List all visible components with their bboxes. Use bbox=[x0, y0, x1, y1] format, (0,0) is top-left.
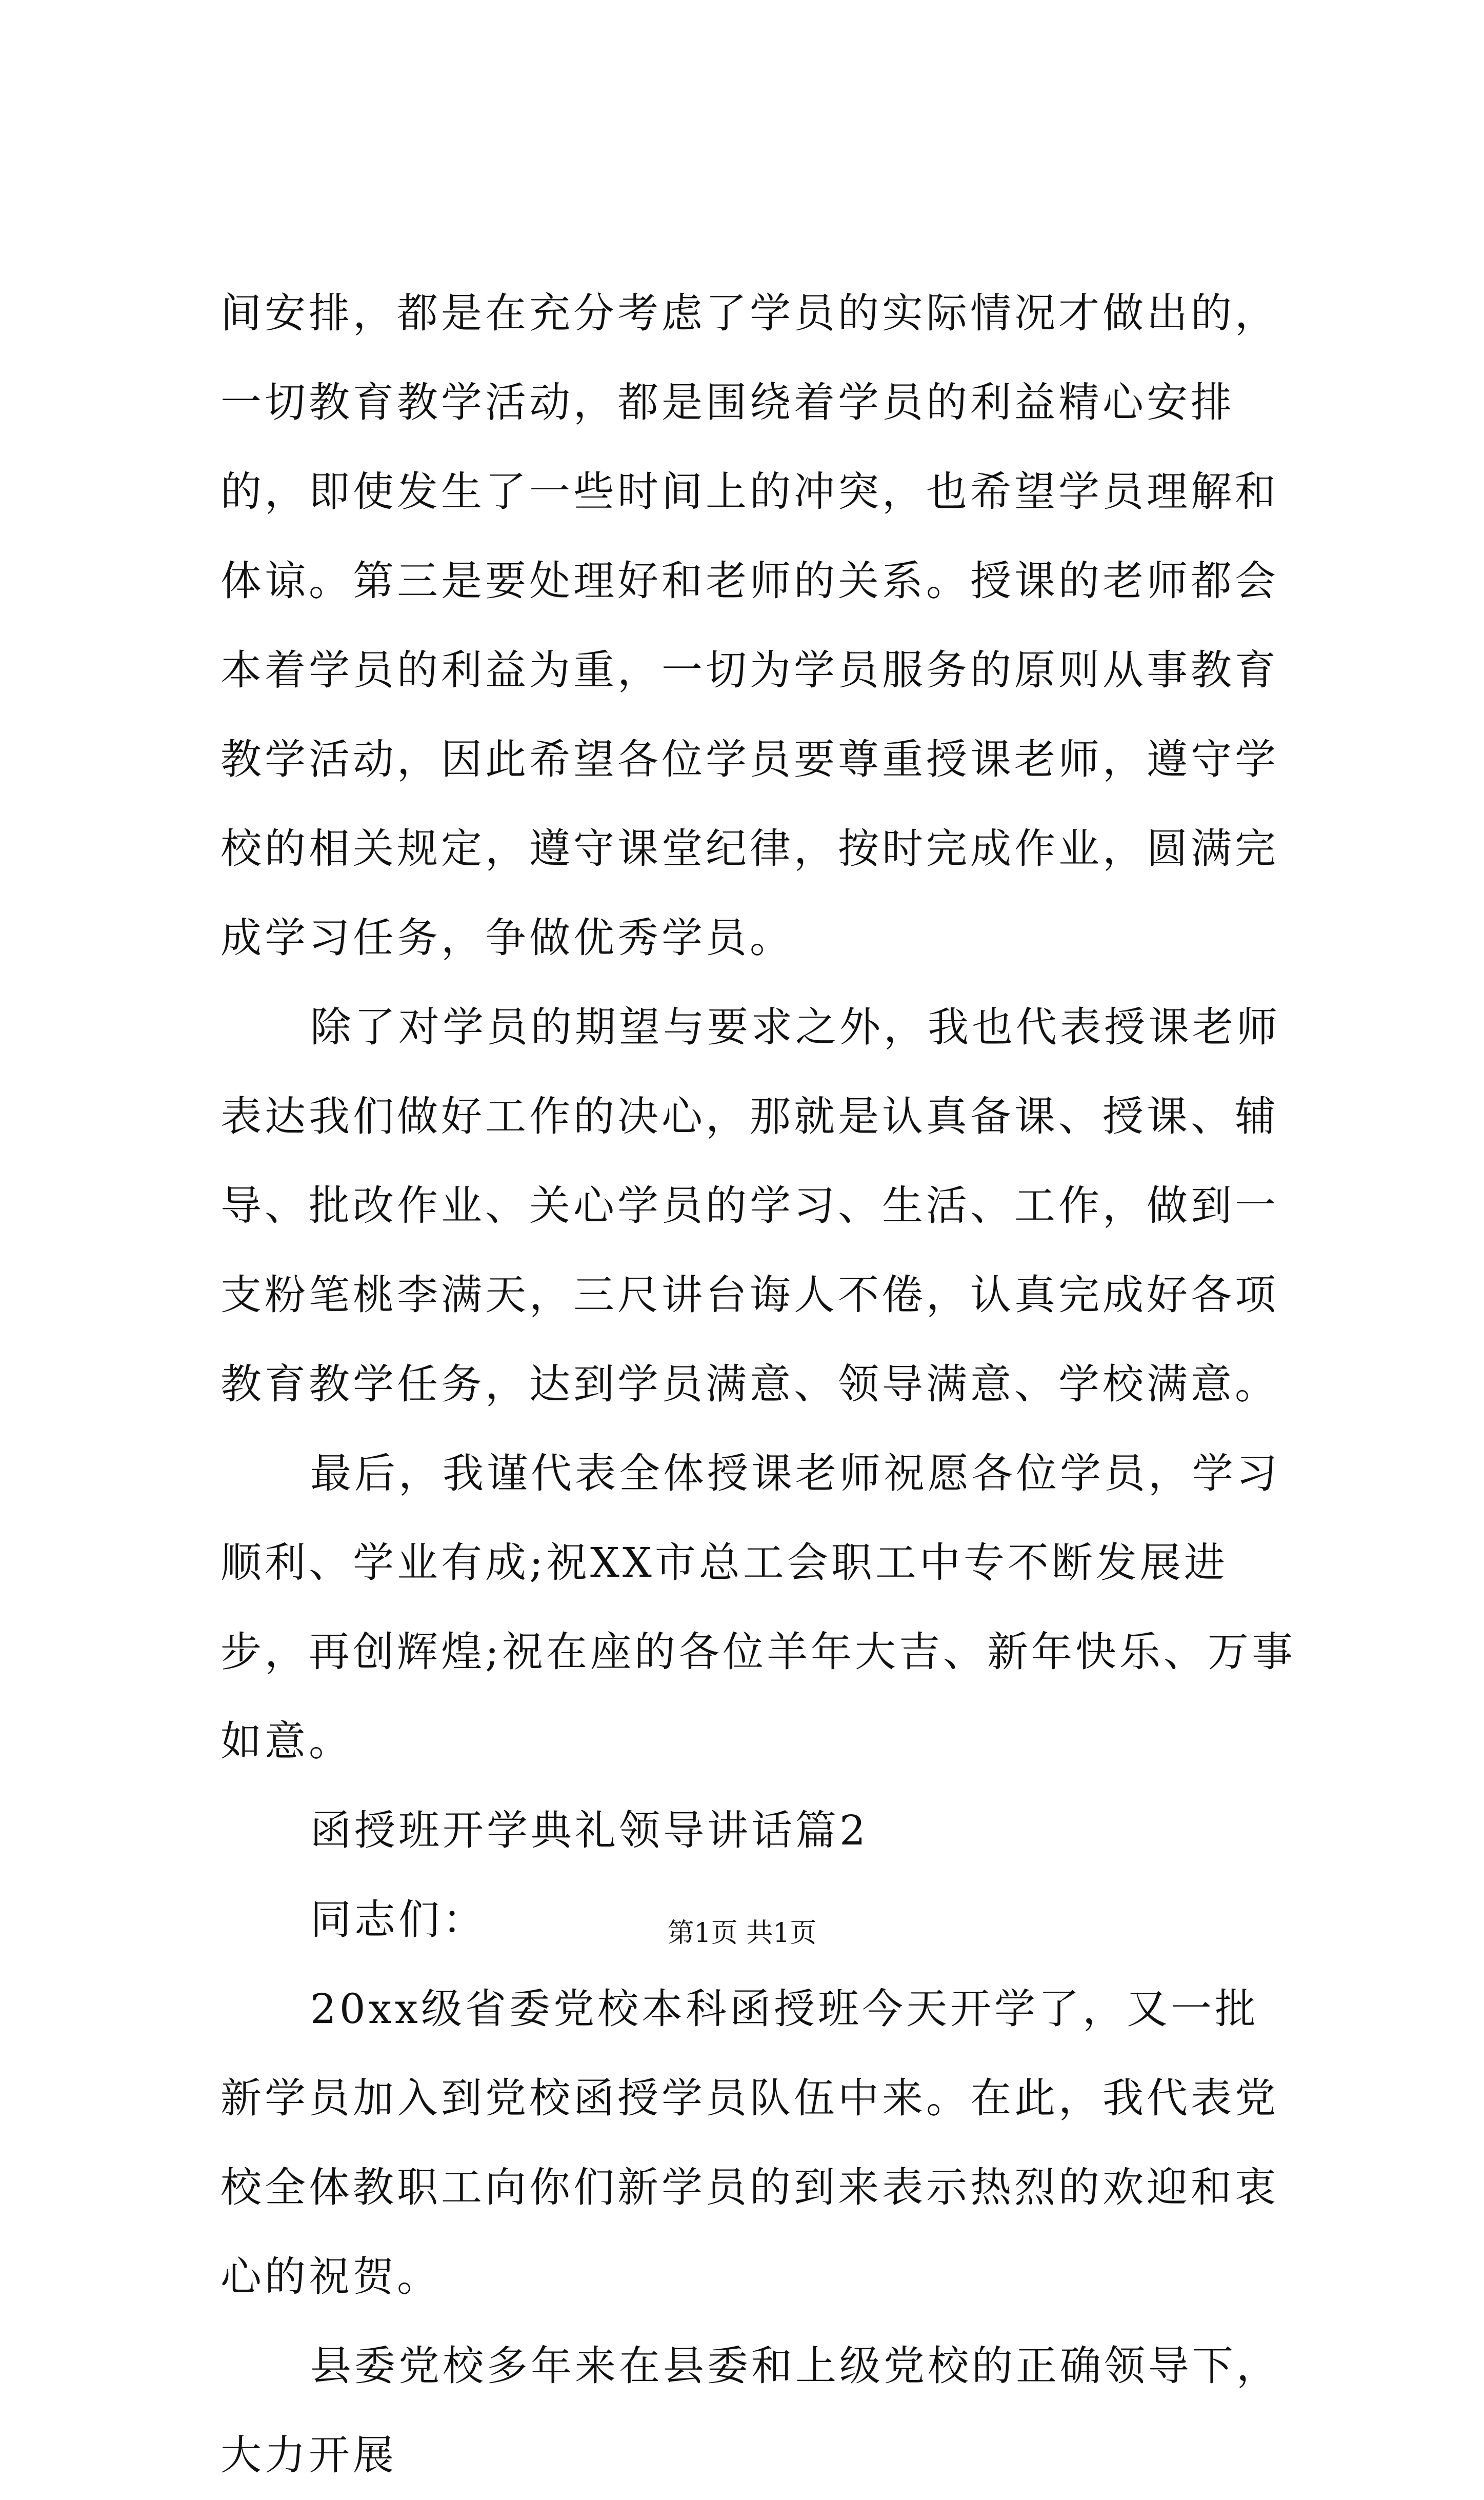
page-footer bbox=[0, 1915, 1484, 1951]
section-heading: 函授班开学典礼领导讲话篇2 bbox=[310, 1807, 869, 1854]
paragraph-5: 县委党校多年来在县委和上级党校的正确领导下，大力开展 bbox=[220, 2342, 1280, 2479]
paragraph-3: 最后，我谨代表全体授课老师祝愿各位学员，学习顺利、学业有成;祝XX市总工会职工中专不断发展进步，再创辉煌;祝在座的各位羊年大吉、新年快乐、万事如意。 bbox=[220, 1450, 1296, 1765]
paragraph-2: 除了对学员的期望与要求之外，我也代表授课老师表达我们做好工作的决心，那就是认真备课、授课、辅导、批改作业、关心学员的学习、生活、工作，做到一支粉笔桃李满天，三尺讲台诲人不倦，认真完成好各项教育教学任务，达到学员满意、领导满意、学校满意。 bbox=[220, 1003, 1280, 1408]
document-body bbox=[220, 269, 1302, 2500]
paragraph-1: 间安排，都是在充分考虑了学员的实际情况才做出的，一切教育教学活动，都是围绕着学员的利益精心安排的，即使发生了一些时间上的冲突，也希望学员理解和体谅。第三是要处理好和老师的关系。授课的老师都会本着学员的利益为重，一切为学员服务的原则从事教育教学活动，因此希望各位学员要尊重授课老师，遵守学校的相关规定，遵守课堂纪律，按时完成作业，圆满完成学习任务，争做优秀学员。 bbox=[220, 289, 1279, 962]
salutation: 同志们： bbox=[310, 1896, 487, 1943]
page-number-label: 第1页 共1页 bbox=[667, 1918, 817, 1949]
paragraph-4: 20xx级省委党校本科函授班今天开学了，又一批新学员加入到党校函授学员队伍中来。在此，我代表党校全体教职工向你们新学员的到来表示热烈的欢迎和衷心的祝贺。 bbox=[220, 1985, 1279, 2300]
